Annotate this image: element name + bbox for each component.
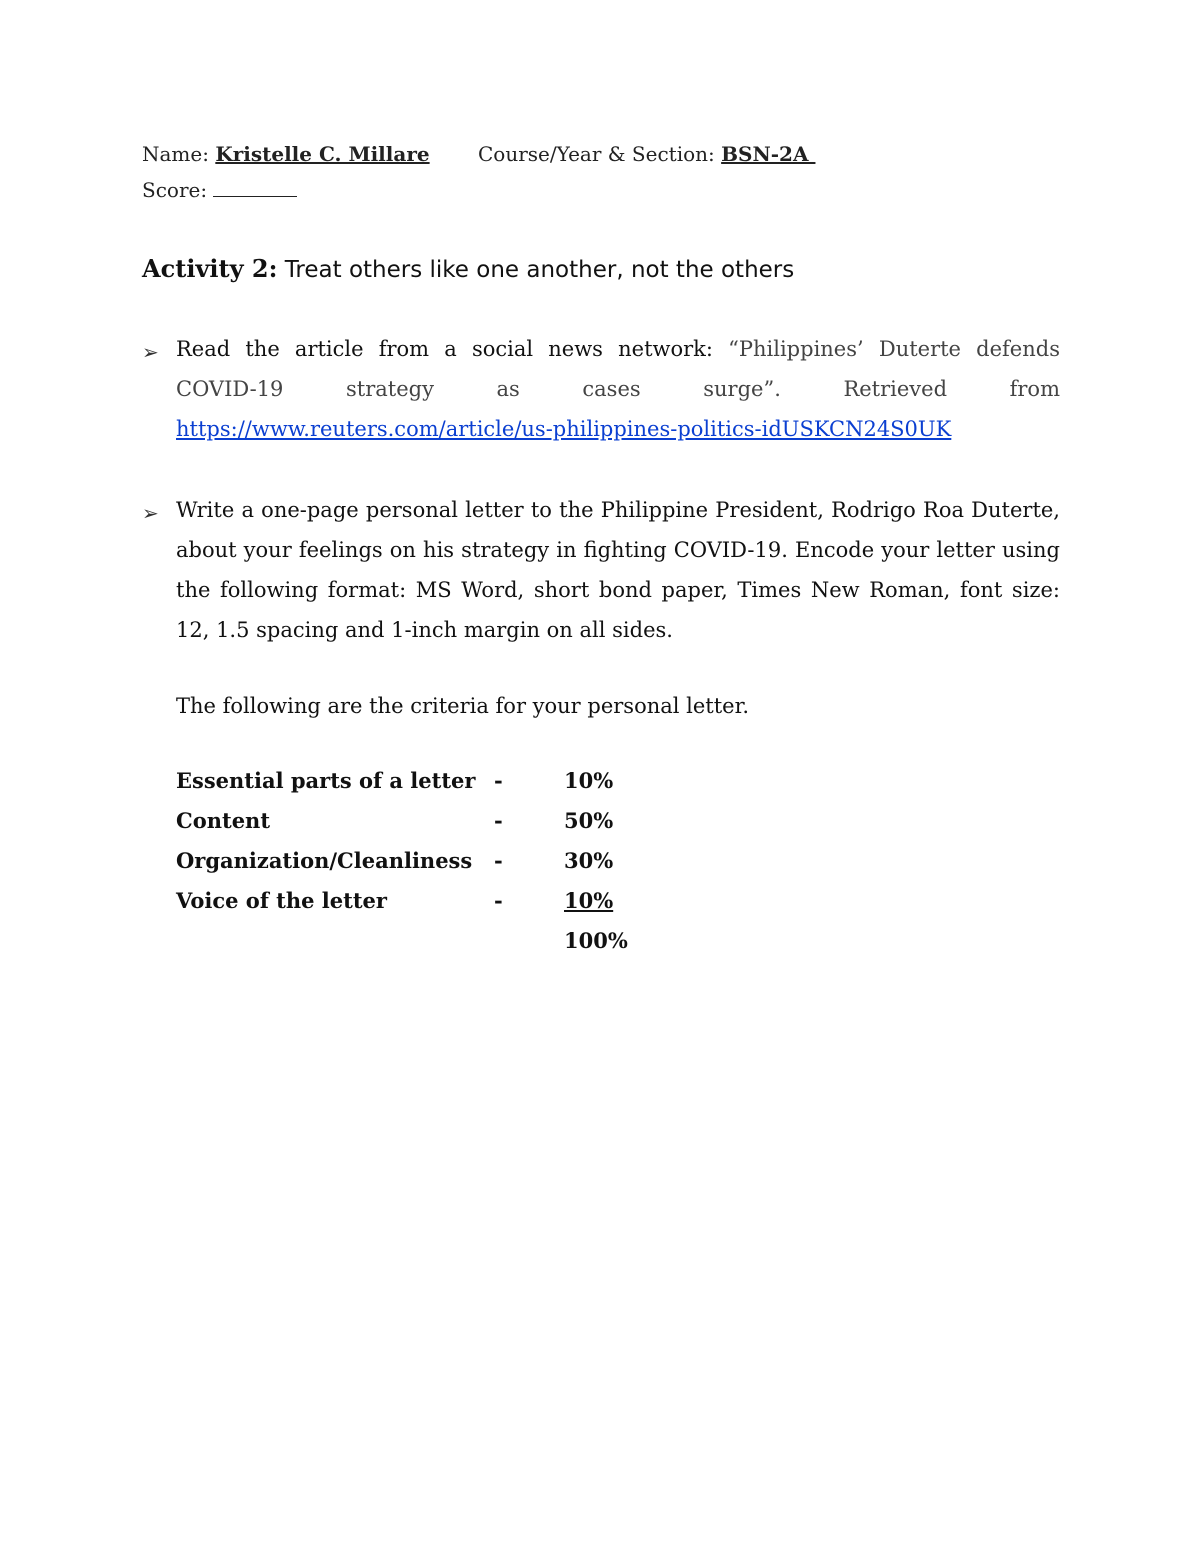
criteria-dash: - <box>494 808 503 833</box>
criteria-value: 30% <box>564 848 614 873</box>
activity-heading <box>142 254 794 283</box>
criteria-name: Essential parts of a letter <box>176 768 476 793</box>
activity-title: Treat others like one another, not the others <box>277 257 795 283</box>
criteria-dash: - <box>494 848 503 873</box>
arrow-bullet-icon: ➢ <box>142 501 159 525</box>
criteria-dash: - <box>494 888 503 913</box>
student-name: Kristelle C. Millare <box>215 142 430 166</box>
instruction-write-letter: Write a one-page personal letter to the Philippine President, Rodrigo Roa Duterte, about your feelings on his strategy in fighting COVID-19. Encode your letter using the following format: MS Word, short bond paper, Times New Roman, font size: 12, 1.5 spacing and 1-inch margin on all sides. <box>176 498 1060 642</box>
criteria-intro: The following are the criteria for your personal letter. <box>176 694 750 718</box>
activity-label: Activity 2: <box>142 254 278 283</box>
instruction-read-article <box>176 329 1060 449</box>
name-course-line <box>142 142 809 166</box>
course-value: BSN-2A <box>721 142 809 166</box>
article-title-quote: “Philippines’ Duterte defends COVID-19 strategy as cases surge”. Retrieved from <box>176 337 1060 401</box>
criteria-name: Voice of the letter <box>176 888 387 913</box>
course-group <box>478 142 815 166</box>
arrow-bullet-icon: ➢ <box>142 340 159 364</box>
criteria-name: Content <box>176 808 271 833</box>
criteria-value: 10% <box>564 768 614 793</box>
score-label: Score: <box>142 178 214 202</box>
article-link[interactable]: https://www.reuters.com/article/us-philippines-politics-idUSKCN24S0UK <box>176 417 952 441</box>
criteria-dash: - <box>494 768 503 793</box>
criteria-value: 10% <box>564 888 614 913</box>
criteria-total: 100% <box>564 928 628 953</box>
course-label: Course/Year & Section: <box>478 142 722 166</box>
criteria-name: Organization/Cleanliness <box>176 848 473 873</box>
name-label: Name: <box>142 142 216 166</box>
instruction-lead: Read the article from a social news network: <box>176 337 729 361</box>
score-blank <box>213 178 297 197</box>
criteria-value: 50% <box>564 808 614 833</box>
score-line <box>142 178 297 202</box>
